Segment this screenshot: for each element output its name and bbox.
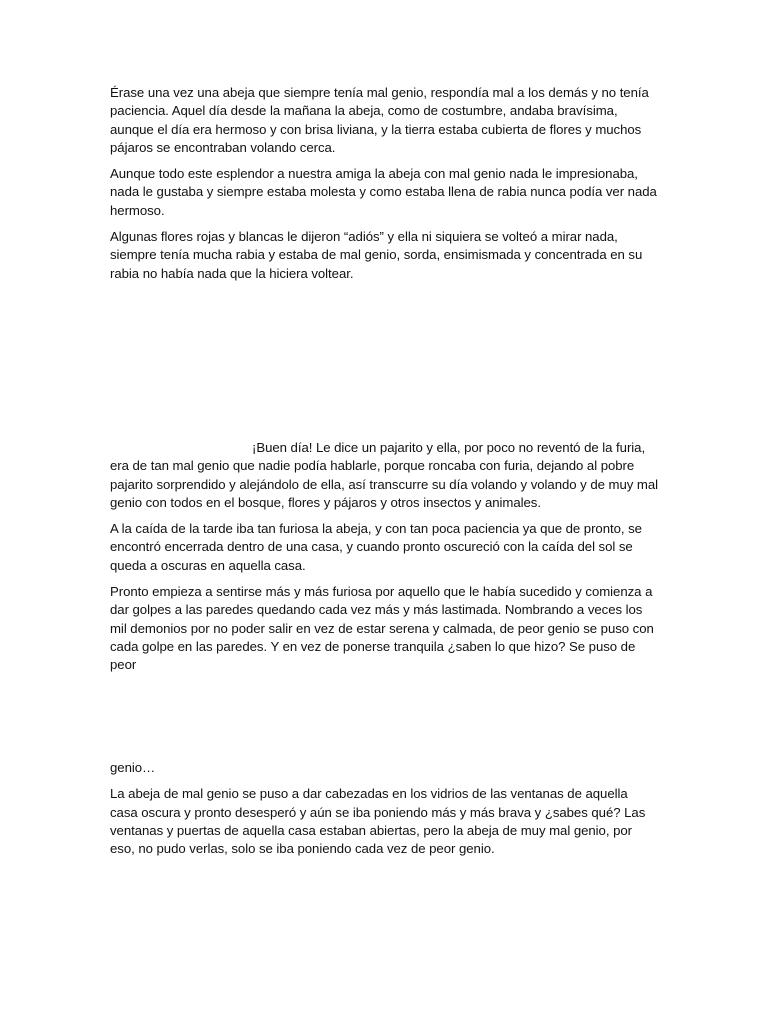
paragraph-2: Aunque todo este esplendor a nuestra amiga la abeja con mal genio nada le impresionaba, nada le gustaba y siempre estaba molesta y como estaba llena de rabia nunca podía ver nada hermoso. [110,166,657,218]
paragraph-4: ¡Buen día! Le dice un pajarito y ella, por poco no reventó de la furia, era de tan mal genio que nadie podía hablarle, porque roncaba con furia, dejando al pobre pajarito sorprendido y alejándolo de ella, así transcurre su día volando y volando y de muy mal genio con todos en el bosque, flores y pájaros y otros insectos y animales. [110,440,658,510]
text-block-middle [110,439,658,675]
paragraph-7: genio… [110,760,156,775]
paragraph-1: Érase una vez una abeja que siempre tenía mal genio, respondía mal a los demás y no tenía paciencia. Aquel día desde la mañana la abeja, como de costumbre, andaba bravísima, aunque el día era hermoso y con brisa liviana, y la tierra estaba cubierta de flores y muchos pájaros se encontraban volando cerca. [110,85,649,155]
paragraph-6: Pronto empieza a sentirse más y más furiosa por aquello que le había sucedido y comienza a dar golpes a las paredes quedando cada vez más y más lastimada. Nombrando a veces los mil demonios por no poder salir en vez de estar serena y calmada, de peor genio se puso con cada golpe en las paredes. Y en vez de ponerse tranquila ¿saben lo que hizo? Se puso de peor [110,584,654,673]
paragraph-8: La abeja de mal genio se puso a dar cabezadas en los vidrios de las ventanas de aquella casa oscura y pronto desesperó y aún se iba poniendo más y más brava y ¿sabes qué? Las ventanas y puertas de aquella casa estaban abiertas, pero la abeja de muy mal genio, por eso, no pudo verlas, solo se iba poniendo cada vez de peor genio. [110,786,646,857]
text-block-top [110,84,658,283]
paragraph-3: Algunas flores rojas y blancas le dijeron “adiós” y ella ni siquiera se volteó a mirar nada, siempre tenía mucha rabia y estaba de mal genio, sorda, ensimismada y concentrada en su rabia no había nada que la hiciera voltear. [110,229,643,281]
paragraph-5: A la caída de la tarde iba tan furiosa la abeja, y con tan poca paciencia ya que de pronto, se encontró encerrada dentro de una casa, y cuando pronto oscureció con la caída del sol se queda a oscuras en aquella casa. [110,521,642,573]
text-block-bottom [110,759,658,858]
